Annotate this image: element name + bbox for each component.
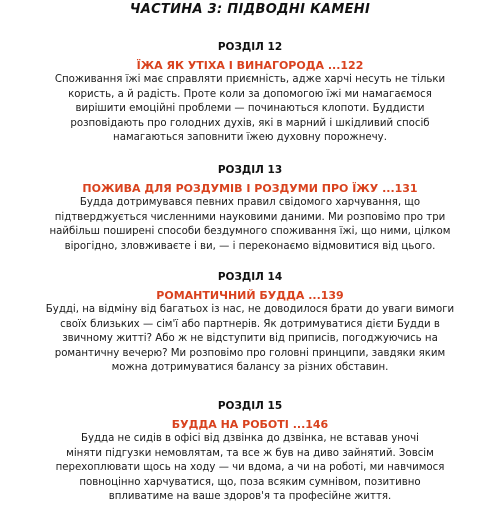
section-text — [30, 196, 470, 254]
section-heading: ЇЖА ЯК УТІХА І ВИНАГОРОДА ...122 — [136, 59, 364, 72]
text-line: Споживання їжі має справляти приємність, адже харчі несуть не тільки — [54, 74, 446, 85]
section-14 — [30, 271, 470, 376]
text-line: користь, а й радість. Проте коли за допомогою їжі ми намагаємося — [68, 88, 432, 100]
text-line: Будда не сидів в офісі від дзвінка до дзвінка, не вставав уночі — [80, 433, 420, 444]
text-line: вирішити емоційні проблеми — починаються клопоти. Буддисти — [75, 103, 425, 114]
section-label: РОЗДІЛ 14 — [217, 271, 283, 283]
section-heading: ПОЖИВА ДЛЯ РОЗДУМІВ І РОЗДУМИ ПРО ЇЖУ ...131 — [82, 182, 418, 195]
text-line: повноцінно харчуватися, що, поза всяким сумнівом, позитивно — [79, 476, 421, 488]
section-label: РОЗДІЛ 13 — [217, 164, 283, 176]
section-text — [30, 73, 470, 146]
text-line: розповідають про голодних духів, які в марний і шкідливий спосіб — [70, 117, 430, 129]
text-line: романтичну вечерю? Ми розповімо про головні принципи, завдяки яким — [54, 347, 446, 359]
section-text — [30, 303, 470, 376]
text-line: перехоплювати щось на ходу — чи вдома, а чи на роботі, ми навчимося — [55, 462, 445, 473]
section-12 — [30, 41, 470, 146]
section-text — [30, 432, 470, 505]
text-line: міняти підгузки немовлятам, та все ж був на диво зайнятий. Зовсім — [66, 447, 434, 459]
part-title: ЧАСТИНА 3: ПІДВОДНІ КАМЕНІ — [129, 2, 371, 17]
text-line: вірогідно, зловживаєте і ви, — і переконаємо відмовитися від цього. — [64, 240, 436, 252]
text-line: найбільш поширені способи бездумного споживання їжі, що ними, цілком — [49, 226, 451, 237]
section-heading: БУДДА НА РОБОТІ ...146 — [171, 418, 329, 431]
text-line: своїх близьких — сім'ї або партнерів. Як дотримуватися дієти Будди в — [60, 318, 440, 330]
text-line: Будді, на відміну від багатьох із нас, не доводилося брати до уваги вимоги — [45, 304, 455, 315]
text-line: намагаються заповнити їжею духовну порожнечу. — [113, 132, 387, 143]
text-line: звичному житті? Або ж не відступити від приписів, погоджуючись на — [62, 333, 438, 344]
text-line: підтверджується численними науковими даними. Ми розповімо про три — [54, 211, 446, 223]
text-line: можна дотримуватися балансу за різних обставин. — [111, 362, 389, 373]
text-line: Будда дотримувався певних правил свідомого харчування, що — [79, 197, 421, 208]
section-15 — [30, 400, 470, 505]
section-label: РОЗДІЛ 12 — [217, 41, 283, 53]
text-line: впливатиме на ваше здоров'я та професійне життя. — [108, 491, 392, 502]
section-13 — [30, 164, 470, 254]
section-label: РОЗДІЛ 15 — [217, 400, 283, 412]
section-heading: РОМАНТИЧНИЙ БУДДА ...139 — [156, 289, 344, 302]
